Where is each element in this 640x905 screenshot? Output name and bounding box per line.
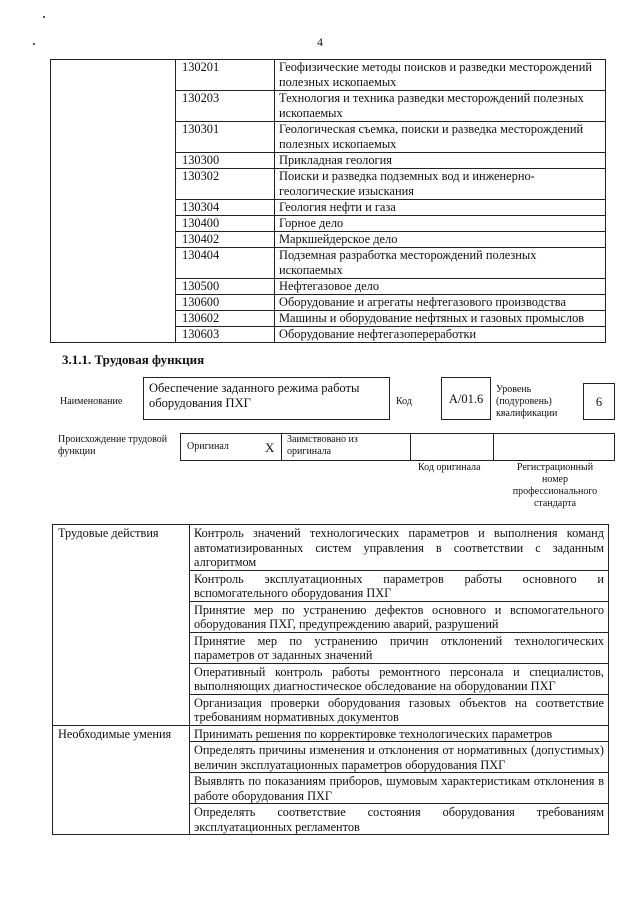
- function-code-value: А/01.6: [448, 392, 484, 406]
- code-label: Код: [396, 396, 412, 407]
- origin-divider: [281, 433, 282, 461]
- origin-boxes: [180, 433, 615, 461]
- required-skill-item: Определять соответствие состояния оборудования требованиям эксплуатационных регламентов: [190, 804, 609, 835]
- specialty-name: Машины и оборудование нефтяных и газовых промыслов: [275, 311, 606, 327]
- work-action-item: Контроль значений технологических параметров и выполнения команд автоматизированных систем управления в соответствии с заданным алгоритмом: [190, 525, 609, 571]
- specialty-name: Геофизические методы поисков и разведки месторождений полезных ископаемых: [275, 60, 606, 91]
- required-skill-label: Необходимые умения: [53, 725, 190, 835]
- reg-number-caption: Регистрационный номер профессионального стандарта: [512, 462, 598, 509]
- origin-divider: [493, 433, 494, 461]
- specialty-name: Поиски и разведка подземных вод и инженерно-геологические изыскания: [275, 169, 606, 200]
- specialty-name: Маркшейдерское дело: [275, 232, 606, 248]
- work-action-item: Контроль эксплуатационных параметров работы основного и вспомогательного оборудования ПХГ: [190, 570, 609, 601]
- work-action-item: Принятие мер по устранению причин отклонений технологических параметров от заданных значений: [190, 632, 609, 663]
- work-action-label: Трудовые действия: [53, 525, 190, 726]
- specialty-code: 130400: [176, 216, 275, 232]
- specialty-name: Подземная разработка месторождений полезных ископаемых: [275, 248, 606, 279]
- page-number: 4: [317, 35, 323, 49]
- specialty-name: Нефтегазовое дело: [275, 279, 606, 295]
- required-skill-item: Принимать решения по корректировке технологических параметров: [190, 725, 609, 742]
- function-name-box: [143, 377, 390, 420]
- specialty-code: 130201: [176, 60, 275, 91]
- level-label: Уровень (подуровень) квалификации: [496, 384, 558, 419]
- specialty-name: Оборудование нефтегазопереработки: [275, 327, 606, 343]
- work-action-item: Оперативный контроль работы ремонтного персонала и специалистов, выполняющих диагностическое обследование на оборудовании ПХГ: [190, 663, 609, 694]
- specialty-name: Горное дело: [275, 216, 606, 232]
- specialty-name: Прикладная геология: [275, 153, 606, 169]
- name-label: Наименование: [60, 396, 123, 407]
- origin-label: Происхождение трудовой функции: [58, 434, 168, 457]
- specialty-code: 130304: [176, 200, 275, 216]
- table-row: [51, 60, 606, 91]
- specialty-code: 130301: [176, 122, 275, 153]
- specialty-code: 130300: [176, 153, 275, 169]
- specialty-code: 130603: [176, 327, 275, 343]
- specialty-code: 130402: [176, 232, 275, 248]
- specialty-code: 130404: [176, 248, 275, 279]
- origin-divider: [410, 433, 411, 461]
- work-action-item: Принятие мер по устранению дефектов основного и вспомогательного оборудования ПХГ, предупреждению аварий, разрушений: [190, 601, 609, 632]
- work-table: [52, 524, 609, 835]
- function-code-box: [441, 377, 491, 420]
- specialty-code: 130203: [176, 91, 275, 122]
- table-row: [53, 725, 609, 742]
- specialty-name: Геология нефти и газа: [275, 200, 606, 216]
- specialty-code: 130600: [176, 295, 275, 311]
- scan-dot: [43, 16, 45, 18]
- table-row: [53, 525, 609, 571]
- function-name-value: Обеспечение заданного режима работы оборудования ПХГ: [149, 381, 360, 410]
- specialty-code: 130500: [176, 279, 275, 295]
- specialty-name: Геологическая съемка, поиски и разведка месторождений полезных ископаемых: [275, 122, 606, 153]
- required-skill-item: Определять причины изменения и отклонения от нормативных (допустимых) величин эксплуатационных параметров оборудования ПХГ: [190, 742, 609, 773]
- borrowed-label: Заимствовано из оригинала: [287, 434, 358, 457]
- specialty-table: [50, 59, 606, 343]
- section-title: 3.1.1. Трудовая функция: [62, 352, 205, 367]
- specialty-code: 130302: [176, 169, 275, 200]
- specialty-name: Оборудование и агрегаты нефтегазового производства: [275, 295, 606, 311]
- original-mark: X: [265, 440, 275, 455]
- required-skill-item: Выявлять по показаниям приборов, шумовым характеристикам отклонения в работе оборудования ПХГ: [190, 773, 609, 804]
- level-box: [583, 383, 615, 420]
- specialty-code: 130602: [176, 311, 275, 327]
- level-value: 6: [595, 395, 603, 409]
- blank-cell: [51, 60, 176, 343]
- original-label: Оригинал: [187, 441, 229, 452]
- code-original-caption: Код оригинала: [418, 462, 481, 473]
- work-action-item: Организация проверки оборудования газовых объектов на соответствие требованиям нормативных документов: [190, 694, 609, 725]
- specialty-name: Технология и техника разведки месторождений полезных ископаемых: [275, 91, 606, 122]
